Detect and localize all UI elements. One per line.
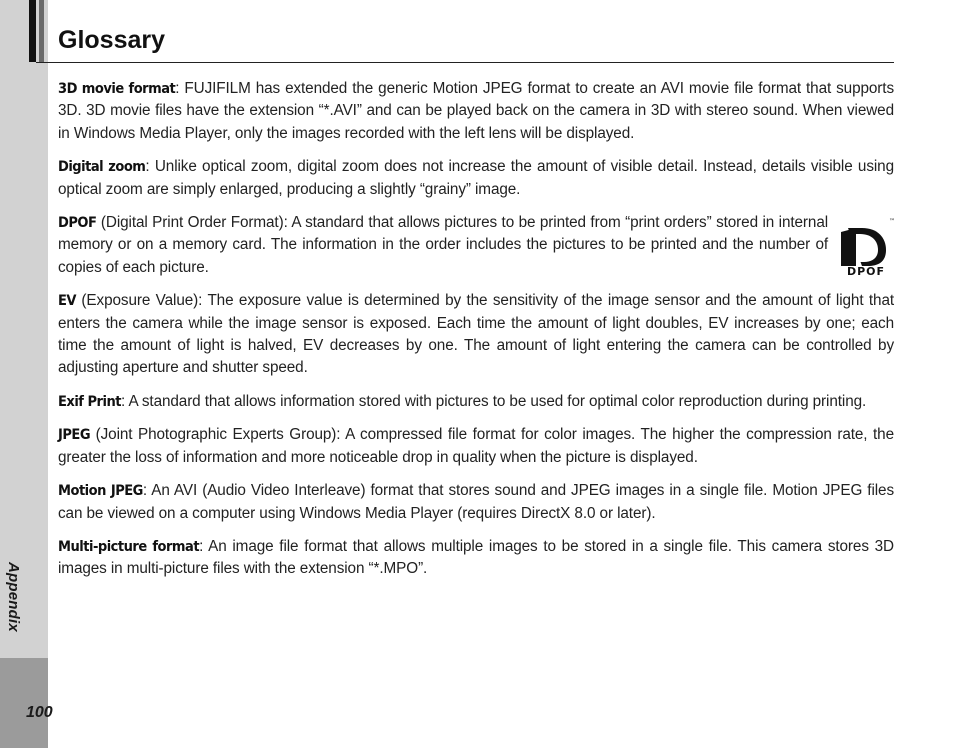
definition-part: V bbox=[155, 292, 165, 310]
definition-part: xperts bbox=[242, 426, 290, 444]
sidebar-strip bbox=[0, 0, 48, 748]
title-accent-bar-gray bbox=[39, 0, 44, 62]
definition-part: nterleave) format that stores sound and JPEG images in a single file. Motion JPEG files can be viewed on a computer using Windows Media Player (requires DirectX 8.0 or later). bbox=[58, 482, 895, 522]
dpof-logo-text: DPOF bbox=[846, 265, 886, 276]
definition-part: I bbox=[294, 482, 299, 500]
entry-ev bbox=[58, 290, 894, 380]
definition-part: rder bbox=[199, 214, 231, 232]
entry-digital-zoom bbox=[58, 156, 894, 201]
definition-part: hotographic bbox=[148, 426, 233, 444]
definition-part: (D bbox=[96, 214, 117, 232]
definition-part: udio bbox=[217, 482, 251, 500]
definition-part: ideo bbox=[260, 482, 295, 500]
definition-part: ormat): A standard that allows pictures to be printed from “print orders” stored in internal memory or on a memory card. The information in the order includes the pictures to be printed and the number of copies of each picture. bbox=[58, 214, 829, 276]
definition-part: G bbox=[289, 426, 302, 444]
entry-motion-jpeg bbox=[58, 480, 894, 525]
entry-multi-picture-format bbox=[58, 536, 894, 581]
definition-part: E bbox=[232, 426, 243, 444]
definition: : Unlike optical zoom, digital zoom does not increase the amount of visible detail. Instead, details visible using optical zoom are simply enlarged, producing a slightly “grainy” image. bbox=[58, 158, 894, 198]
term: Motion JPEG bbox=[58, 483, 143, 500]
definition: : A standard that allows information stored with pictures to be used for optimal color reproduction during printing. bbox=[121, 392, 867, 410]
glossary-content bbox=[58, 78, 894, 592]
term: JPEG bbox=[58, 427, 91, 444]
page-title: Glossary bbox=[58, 26, 166, 54]
term: Digital zoom bbox=[58, 159, 146, 176]
term: Multi-picture format bbox=[58, 538, 200, 555]
term: 3D movie format bbox=[58, 81, 176, 97]
term: Exif Print bbox=[58, 393, 121, 410]
definition-part: roup): A compressed file format for color images. The higher the compression rate, the greater the loss of information and more noticeable drop in quality when the picture is displayed. bbox=[58, 426, 894, 466]
title-accent-bar bbox=[29, 0, 36, 62]
definition-part: P bbox=[152, 214, 163, 232]
definition-part: V bbox=[250, 482, 261, 500]
dpof-logo-icon bbox=[836, 216, 896, 276]
definition-part: xposure bbox=[96, 292, 156, 310]
definition-part: (E bbox=[76, 292, 97, 310]
term: EV bbox=[58, 293, 77, 310]
entry-jpeg bbox=[58, 424, 894, 469]
definition: : An image file format that allows multiple images to be stored in a single file. This camera stores 3D images in multi-picture files with the extension “*.MPO”. bbox=[58, 537, 894, 578]
sidebar-strip-dark bbox=[0, 658, 48, 748]
definition-part: oint bbox=[108, 426, 138, 444]
title-divider bbox=[36, 62, 894, 63]
entry-exif-print bbox=[58, 391, 894, 413]
definition-part: : An AVI (A bbox=[142, 482, 218, 500]
definition-part: P bbox=[138, 426, 149, 444]
definition-part: alue): The exposure value is determined by the sensitivity of the image sensor and the amount of light that enters the camera while the image sensor is exposed. Each time the amount of light doubles, EV increases by one; each time the amount of light is halved, EV decreases by one. The amount of light entering the camera can be controlled by adjusting aperture and shutter speed. bbox=[58, 292, 895, 377]
definition-part: O bbox=[187, 214, 200, 232]
definition-part: F bbox=[230, 214, 240, 232]
trademark-symbol: ™ bbox=[889, 218, 895, 225]
definition: : FUJIFILM has extended the generic Motion JPEG format to create an AVI movie file format that supports 3D. 3D movie files have the extension “*.AVI” and can be played back on the camera in 3D with stereo sound. When viewed in Windows Media Player, only the images recorded with the left lens will be displayed. bbox=[58, 80, 894, 142]
entry-3d-movie-format bbox=[58, 78, 894, 145]
section-label: Appendix bbox=[5, 562, 22, 632]
page-number: 100 bbox=[26, 704, 53, 721]
definition-part: rint bbox=[162, 214, 188, 232]
entry-dpof bbox=[58, 212, 828, 279]
definition-part: igital bbox=[116, 214, 153, 232]
term: DPOF bbox=[58, 215, 97, 232]
definition-part: (J bbox=[90, 426, 109, 444]
